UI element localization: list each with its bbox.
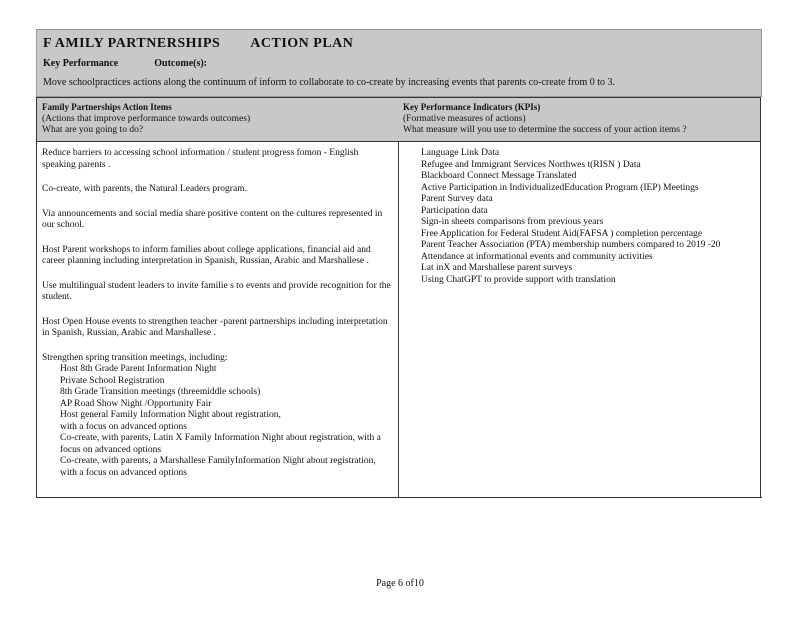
title-part1: F AMILY PARTNERSHIPS bbox=[43, 36, 221, 51]
action-items-title: Family Partnerships Action Items bbox=[42, 102, 172, 112]
list-item bbox=[403, 160, 754, 172]
list-item-text: Sign-in sheets comparisons from previous years bbox=[421, 217, 604, 227]
list-item-text: Refugee and Immigrant Services Northwes t(RISN ) Data bbox=[421, 159, 641, 170]
kpi-question: What measure will you use to determine the success of your action items ? bbox=[403, 125, 687, 135]
transition-intro: Strengthen spring transition meetings, including: bbox=[42, 352, 228, 363]
list-item bbox=[403, 275, 754, 287]
plan-banner bbox=[36, 29, 762, 97]
list-item bbox=[403, 194, 754, 206]
list-item bbox=[42, 456, 392, 479]
list-item bbox=[403, 171, 754, 183]
list-item-text: Lat inX and Marshallese parent surveys bbox=[421, 263, 573, 273]
page-title bbox=[43, 36, 353, 52]
list-item bbox=[42, 364, 392, 376]
outcome-text: Move schoolpractices actions along the continuum of inform to collaborate to co-create by increasing events that parents co-create from 0 to 3. bbox=[43, 77, 616, 88]
page-number: Page 6 of10 bbox=[376, 578, 424, 589]
list-item bbox=[42, 433, 392, 456]
action-paragraph: Reduce barriers to accessing school information / student progress fomon - English speaking parents . bbox=[42, 148, 359, 170]
list-item bbox=[403, 240, 754, 252]
list-item-text: Participation data bbox=[421, 205, 488, 216]
list-item-text: with a focus on advanced options bbox=[60, 421, 187, 432]
kpo-outcome-label: Outcome(s): bbox=[154, 58, 208, 69]
list-item bbox=[42, 410, 392, 422]
list-item-text: Using ChatGPT to provide support with translation bbox=[421, 274, 616, 285]
action-items-body bbox=[37, 142, 398, 479]
kpi-column bbox=[398, 97, 761, 497]
list-item-text: Blackboard Connect Message Translated bbox=[421, 171, 577, 181]
transition-list bbox=[42, 364, 392, 479]
action-paragraph: Co-create, with parents, the Natural Leaders program. bbox=[42, 184, 247, 194]
list-item bbox=[403, 183, 754, 195]
kpo-label-row bbox=[43, 58, 207, 69]
action-items-subtitle: (Actions that improve performance towards outcomes) bbox=[42, 113, 251, 124]
list-item-text: 8th Grade Transition meetings (threemiddle schools) bbox=[60, 387, 261, 397]
kpo-label: Key Performance bbox=[43, 58, 119, 69]
action-paragraph: Host Parent workshops to inform families about college applications, financial aid and career planning including interpretation in Spanish, Russian, Arabic and Marshallese . bbox=[42, 244, 371, 266]
title-part2: ACTION PLAN bbox=[250, 36, 354, 51]
list-item-text: AP Road Show Night /Opportunity Fair bbox=[60, 398, 212, 409]
list-item-text: Co-create, with parents, a Marshallese FamilyInformation Night about registration, with a focus on advanced options bbox=[60, 456, 376, 478]
action-items-column bbox=[36, 97, 399, 497]
kpi-subtitle: (Formative measures of actions) bbox=[403, 113, 526, 124]
list-item-text: Free Application for Federal Student Aid(FAFSA ) completion percentage bbox=[421, 228, 703, 239]
list-item-text: Host 8th Grade Parent Information Night bbox=[60, 364, 217, 374]
list-item bbox=[42, 387, 392, 399]
list-item-text: Active Participation in IndividualizedEducation Program (IEP) Meetings bbox=[421, 182, 699, 193]
list-item bbox=[42, 422, 392, 434]
list-item-text: Attendance at informational events and community activities bbox=[421, 251, 653, 262]
list-item bbox=[403, 229, 754, 241]
action-paragraph: Via announcements and social media share positive content on the cultures represented in our school. bbox=[42, 208, 383, 230]
list-item-text: Private School Registration bbox=[60, 375, 165, 386]
list-item bbox=[403, 217, 754, 229]
list-item bbox=[42, 399, 392, 411]
kpi-list bbox=[403, 148, 754, 286]
list-item-text: Host general Family Information Night about registration, bbox=[60, 410, 281, 420]
action-items-header bbox=[37, 97, 398, 142]
list-item-text: Parent Survey data bbox=[421, 194, 493, 204]
list-item bbox=[403, 263, 754, 275]
list-item bbox=[42, 376, 392, 388]
action-paragraph: Host Open House events to strengthen teacher -parent partnerships including interpretation in Spanish, Russian, Arabic and Marshallese . bbox=[42, 316, 388, 338]
list-item bbox=[403, 252, 754, 264]
plan-table bbox=[36, 97, 762, 498]
kpi-title: Key Performance Indicators (KPIs) bbox=[403, 102, 541, 112]
kpi-body bbox=[398, 142, 760, 286]
list-item-text: Parent Teacher Association (PTA) membership numbers compared to 2019 -20 bbox=[421, 240, 721, 250]
list-item-text: Co-create, with parents, Latin X Family Information Night about registration, with a focus on advanced options bbox=[60, 433, 381, 455]
action-plan-page bbox=[36, 29, 762, 498]
kpi-header bbox=[398, 97, 760, 142]
action-paragraph: Use multilingual student leaders to invite familie s to events and provide recognition for the student. bbox=[42, 280, 391, 302]
list-item-text: Language Link Data bbox=[421, 148, 500, 158]
action-items-question: What are you going to do? bbox=[42, 125, 144, 135]
list-item bbox=[403, 206, 754, 218]
list-item bbox=[403, 148, 754, 160]
